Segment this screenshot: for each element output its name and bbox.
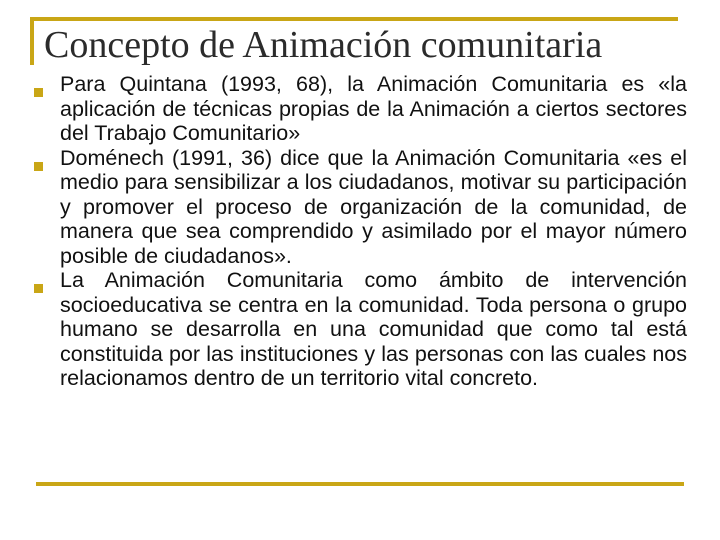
title-top-rule: [30, 17, 678, 21]
bullet-item: [0, 146, 720, 269]
square-bullet-icon: [34, 88, 43, 97]
square-bullet-icon: [34, 284, 43, 293]
bullet-text: Para Quintana (1993, 68), la Animación Comunitaria es «la aplicación de técnicas propias de la Animación a ciertos sectores del Trabajo Comunitario»: [60, 72, 687, 145]
bullet-list: [0, 72, 720, 391]
bullet-item: [0, 268, 720, 391]
square-bullet-icon: [34, 162, 43, 171]
bottom-rule: [36, 482, 684, 486]
slide-title: Concepto de Animación comunitaria: [44, 24, 603, 66]
bullet-item: [0, 72, 720, 146]
bullet-text: La Animación Comunitaria como ámbito de intervención socioeducativa se centra en la comunidad. Toda persona o grupo humano se desarrolla en una comunidad que como tal está constituida por las instituciones y las personas con las cuales nos relacionamos dentro de un territorio vital concreto.: [60, 268, 687, 390]
bullet-text: Doménech (1991, 36) dice que la Animación Comunitaria «es el medio para sensibilizar a los ciudadanos, motivar su participación y promover el proceso de organización de la comunidad, de manera que sea comprendido y asimilado por el mayor número posible de ciudadanos».: [60, 145, 687, 268]
title-left-rule: [30, 17, 34, 65]
